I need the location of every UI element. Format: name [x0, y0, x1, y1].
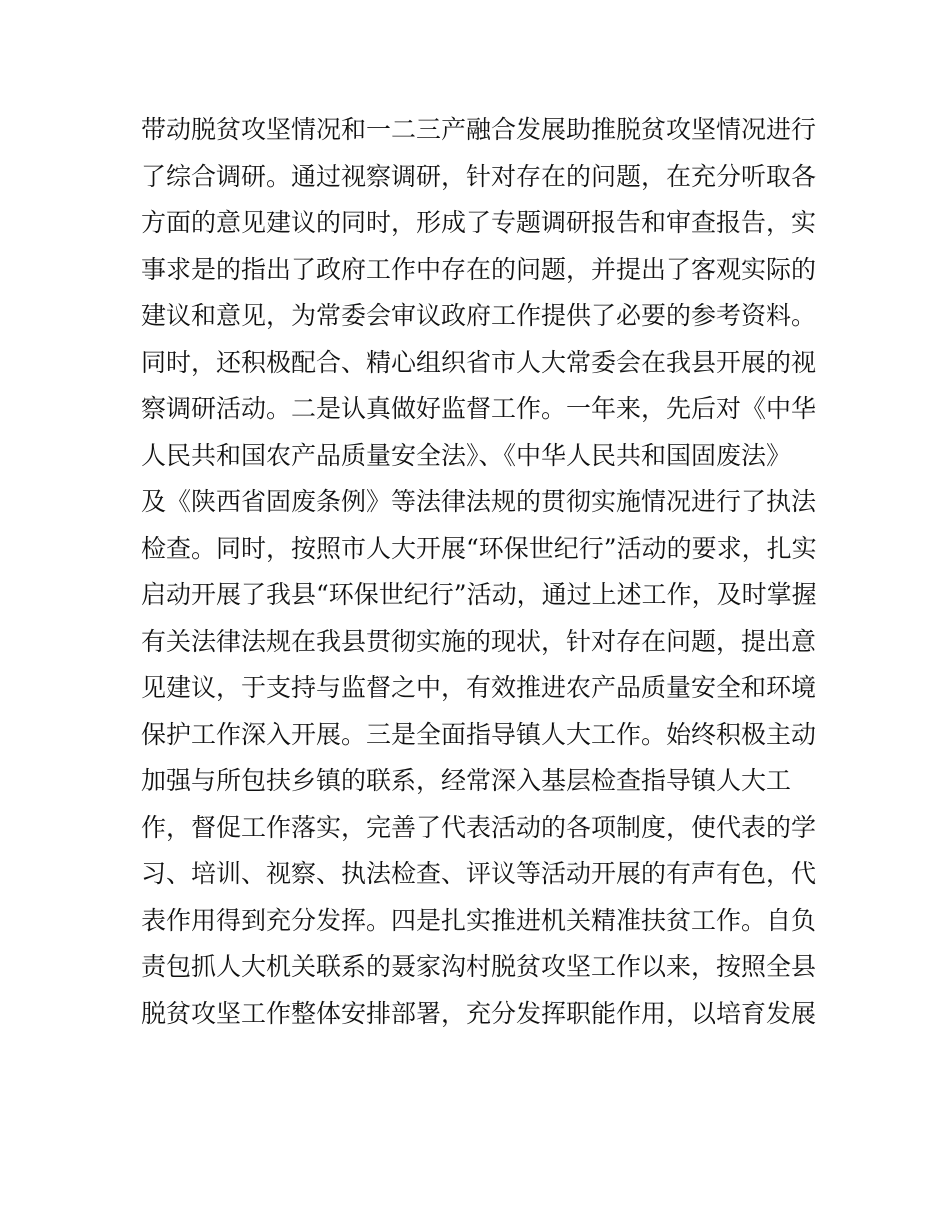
text-line: 见建议，于支持与监督之中，有效推进农产品质量安全和环境 [141, 673, 817, 702]
text-line: 脱贫攻坚工作整体安排部署，充分发挥职能作用，以培育发展 [141, 998, 817, 1028]
text-line: 了综合调研。通过视察调研，针对存在的问题，在充分听取各 [141, 161, 817, 191]
text-line: 保护工作深入开展。三是全面指导镇人大工作。始终积极主动 [141, 719, 817, 749]
text-line: 加强与所包扶乡镇的联系，经常深入基层检查指导镇人大工 [141, 766, 792, 795]
text-line: 同时，还积极配合、精心组织省市人大常委会在我县开展的视 [141, 347, 817, 377]
text-line: 建议和意见，为常委会审议政府工作提供了必要的参考资料。 [141, 301, 817, 330]
text-line: 事求是的指出了政府工作中存在的问题，并提出了客观实际的 [141, 254, 817, 284]
text-line: 及《陕西省固废条例》等法律法规的贯彻实施情况进行了执法 [141, 487, 817, 516]
text-line: 责包抓人大机关联系的聂家沟村脱贫攻坚工作以来，按照全县 [141, 952, 817, 981]
text-line: 方面的意见建议的同时，形成了专题调研报告和审查报告，实 [141, 208, 817, 237]
text-line: 检查。同时，按照市人大开展“环保世纪行”活动的要求，扎实 [141, 533, 817, 563]
body-text [141, 107, 821, 1037]
text-line: 人民共和国农产品质量安全法》、《中华人民共和国固废法》 [141, 440, 792, 470]
text-line: 作，督促工作落实，完善了代表活动的各项制度，使代表的学 [141, 812, 817, 842]
text-line: 带动脱贫攻坚情况和一二三产融合发展助推脱贫攻坚情况进行 [141, 115, 817, 144]
text-line: 习、培训、视察、执法检查、评议等活动开展的有声有色，代 [141, 859, 817, 888]
text-line: 察调研活动。二是认真做好监督工作。一年来，先后对《中华 [141, 394, 817, 423]
text-line: 表作用得到充分发挥。四是扎实推进机关精准扶贫工作。自负 [141, 905, 817, 935]
text-line: 启动开展了我县“环保世纪行”活动，通过上述工作，及时掌握 [141, 580, 817, 609]
text-line: 有关法律法规在我县贯彻实施的现状，针对存在问题，提出意 [141, 626, 817, 656]
